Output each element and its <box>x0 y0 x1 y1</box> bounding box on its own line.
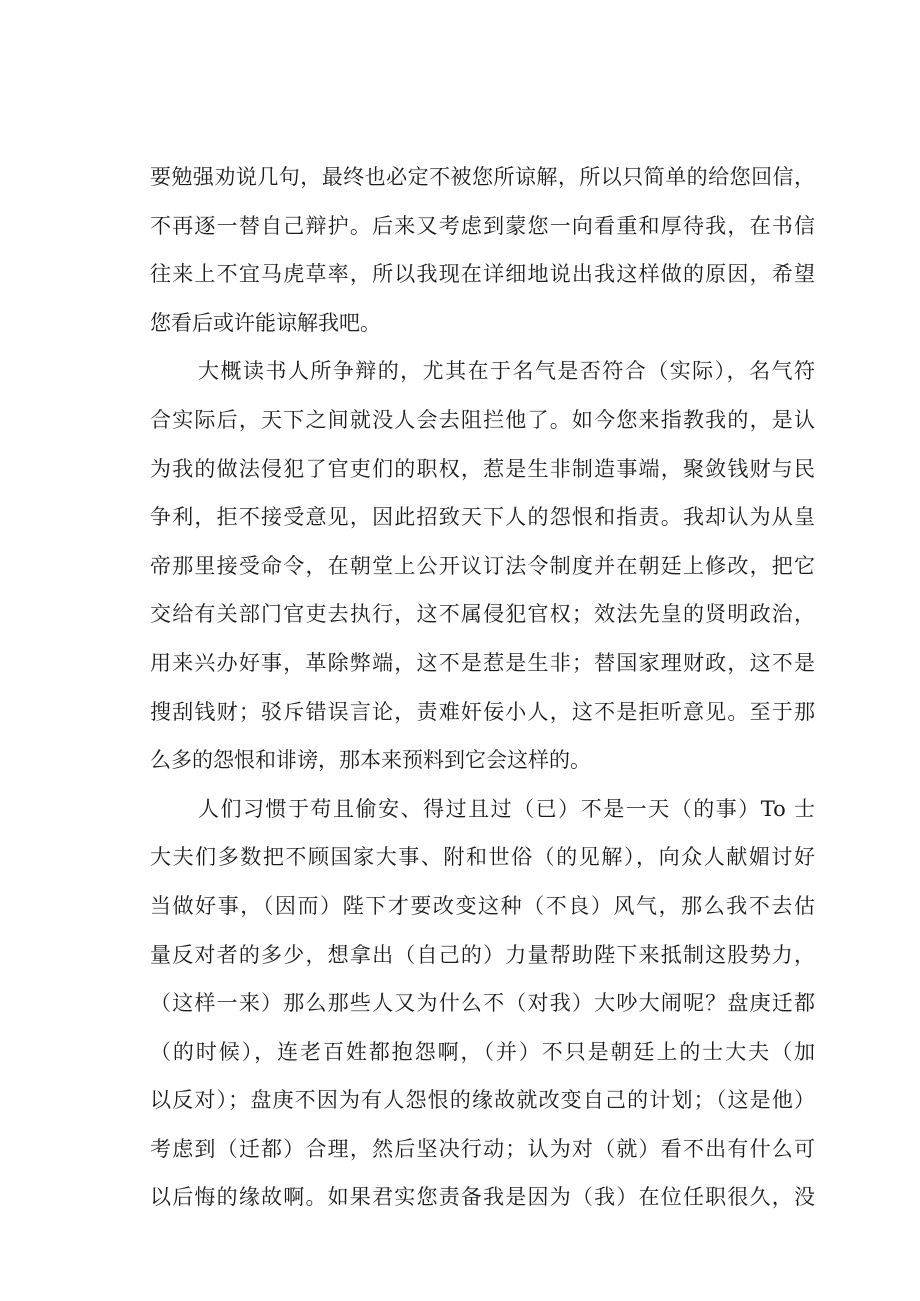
text-line: 您看后或许能谅解我吧。 <box>150 310 381 335</box>
text-line: 搜刮钱财；驳斥错误言论，责难奸佞小人，这不是拒听意见。至于那 <box>150 699 815 724</box>
paragraph-first-line: 人们习惯于苟且偷安、得过且过（已）不是一天（的事）To 士 <box>198 796 815 821</box>
text-line: 量反对者的多少，想拿出（自己的）力量帮助陛下来抵制这股势力， <box>150 942 815 967</box>
text-line: 以后悔的缘故啊。如果君实您责备我是因为（我）在位任职很久，没 <box>150 1185 815 1210</box>
paragraph-first-line: 大概读书人所争辩的，尤其在于名气是否符合（实际），名气符 <box>198 359 815 384</box>
text-line: 交给有关部门官吏去执行，这不属侵犯官权；效法先皇的贤明政治， <box>150 602 815 627</box>
text-line: 往来上不宜马虎草率，所以我现在详细地说出我这样做的原因，希望 <box>150 262 815 287</box>
text-line: 争利，拒不接受意见，因此招致天下人的怨恨和指责。我却认为从皇 <box>150 505 815 530</box>
text-line: 帝那里接受命令，在朝堂上公开议订法令制度并在朝廷上修改，把它 <box>150 553 815 578</box>
text-line: 不再逐一替自己辩护。后来又考虑到蒙您一向看重和厚待我，在书信 <box>150 213 815 238</box>
text-line: 大夫们多数把不顾国家大事、附和世俗（的见解），向众人献媚讨好 <box>150 845 815 870</box>
text-line: 合实际后，天下之间就没人会去阻拦他了。如今您来指教我的，是认 <box>150 407 815 432</box>
text-line: 考虑到（迁都）合理，然后坚决行动；认为对（就）看不出有什么可 <box>150 1136 815 1161</box>
text-line: （这样一来）那么那些人又为什么不（对我）大吵大闹呢？盘庚迁都 <box>150 991 815 1016</box>
text-line: 用来兴办好事，革除弊端，这不是惹是生非；替国家理财政，这不是 <box>150 650 815 675</box>
text-line: 以反对）；盘庚不因为有人怨恨的缘故就改变自己的计划；（这是他） <box>150 1088 815 1113</box>
text-line: 为我的做法侵犯了官吏们的职权，惹是生非制造事端，聚敛钱财与民 <box>150 456 815 481</box>
body-text <box>150 153 815 1222</box>
text-line: 要勉强劝说几句，最终也必定不被您所谅解，所以只简单的给您回信， <box>150 165 815 189</box>
text-line: （的时候），连老百姓都抱怨啊，（并）不只是朝廷上的士大夫（加 <box>150 1039 815 1064</box>
text-line: 么多的怨恨和诽谤，那本来预料到它会这样的。 <box>150 748 591 773</box>
text-line: 当做好事，（因而）陛下才要改变这种（不良）风气，那么我不去估 <box>150 893 815 918</box>
